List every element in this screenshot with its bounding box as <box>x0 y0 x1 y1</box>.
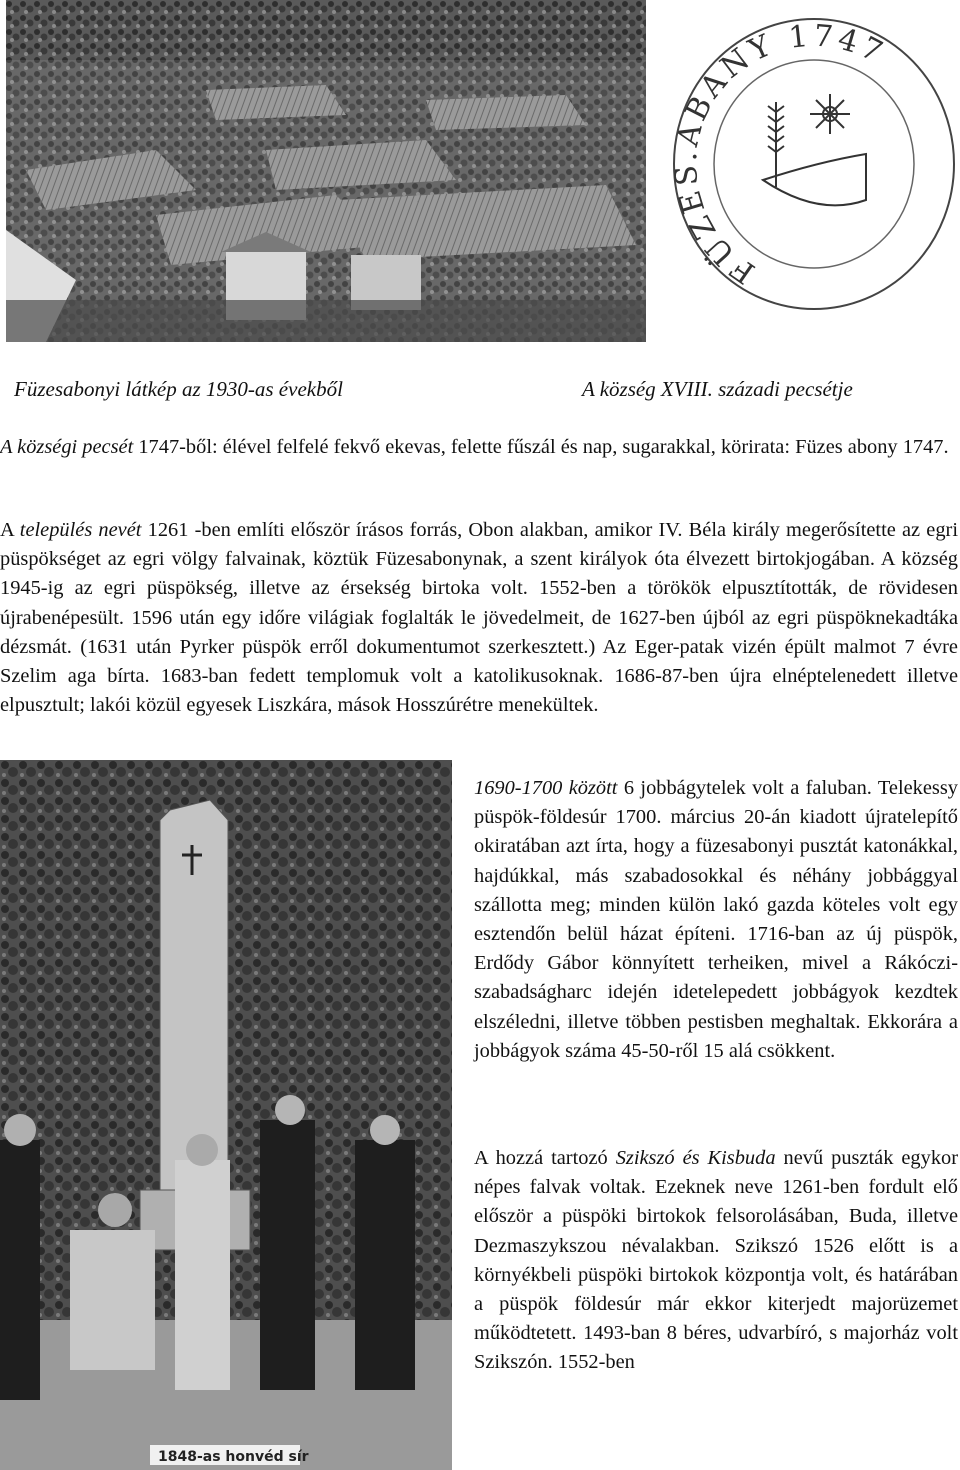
column-szikszo-text: nevű puszták egykor népes falvak voltak. Ezeknek neve 1261-ben fordult elő először a püspöki birtokok felsorolásában, Buda, illetve Dezmaszykszou névalakban. Szikszó 1526 előtt is a környékbeli püspöki birtokok központja volt, és határában a püspök földesúr már ekkor kiterjedt majorüzemet működtetett. 1493-ban 8 béres, udvarbíró, s majorház volt Szikszón. 1552-ben <box>474 1147 959 1374</box>
column-settlement-1700 <box>474 774 958 1066</box>
monument-photo-label: 1848-as honvéd sír <box>158 1449 309 1465</box>
term-village-seal: A községi pecsét <box>0 436 134 458</box>
paragraph-history-text: 1261 -ben említi először írásos forrás, Obon alakban, amikor IV. Béla király megerősítette az egri püspökséget az egri völgy falvainak, köztük Füzesabonynak, a szent királyok óta élvezett birtokjogában. A község 1945-ig az egri püspökség, illetve az érsekség birtoka volt. 1552-ben a törökök elpusztították, de rövidesen újrabenépesült. 1596 után egy időre világiak foglalták le jövedelmeit, de 1627-ben újból az egri püspöknekadtáka dézsmát. (1631 után Pyrker püspök erről dokumentumot szerkesztett.) Az Eger-patak vizén épült malmot 7 évre Szelim aga bírta. 1683-ban fedett templomuk volt a katolikusoknak. 1686-87-ben újra elnéptelenedett illetve elpusztult; lakói közül egyesek Liszkára, mások Hosszúrétre menekültek. <box>0 519 958 717</box>
column-szikszo-kisbuda <box>474 1144 958 1378</box>
paragraph-settlement-history <box>0 516 958 720</box>
term-szikszo-kisbuda: Szikszó és Kisbuda <box>615 1147 776 1169</box>
village-view-photo <box>6 0 646 342</box>
paragraph-seal-text: 1747-ből: élével felfelé fekvő ekevas, felette fűszál és nap, sugarakkal, körirata: Füzes abony 1747. <box>133 436 949 458</box>
caption-seal: A község XVIII. századi pecsétje <box>582 377 853 401</box>
paragraph-seal-description <box>0 433 958 462</box>
village-seal-drawing <box>668 12 960 312</box>
paragraph-history-pre: A <box>0 519 20 541</box>
term-1690-1700: 1690-1700 között <box>474 777 618 799</box>
svg-text:FÜZES.ABANY 1747: FÜZES.ABANY 1747 <box>668 18 892 291</box>
column-settlement-text: 6 jobbágytelek volt a faluban. Telekessy püspök-földesúr 1700. március 20-án kiadott újratelepítő okiratában azt írta, hogy a füzesabonyi pusztát katonákkal, hajdúkkal, más szabadosokkal és néhány jobbággyal szállotta meg; minden külön lakó gazda köteles volt egy esztendőn belül házat építeni. 1716-ban az új püspök, Erdődy Gábor könnyített terheiken, mivel a Rákóczi-szabadságharc idején idetelepedett jobbágyok kezdtek elszéledni, illetve többen pestisben meghaltak. Ekkorára a jobbágyok száma 45-50-ről 15 alá csökkent. <box>474 777 958 1062</box>
monument-group-photo <box>0 760 452 1470</box>
caption-village-view: Füzesabonyi látkép az 1930-as évekből <box>14 377 343 401</box>
term-settlement-name: település nevét <box>19 519 142 541</box>
column-szikszo-pre: A hozzá tartozó <box>474 1147 616 1169</box>
